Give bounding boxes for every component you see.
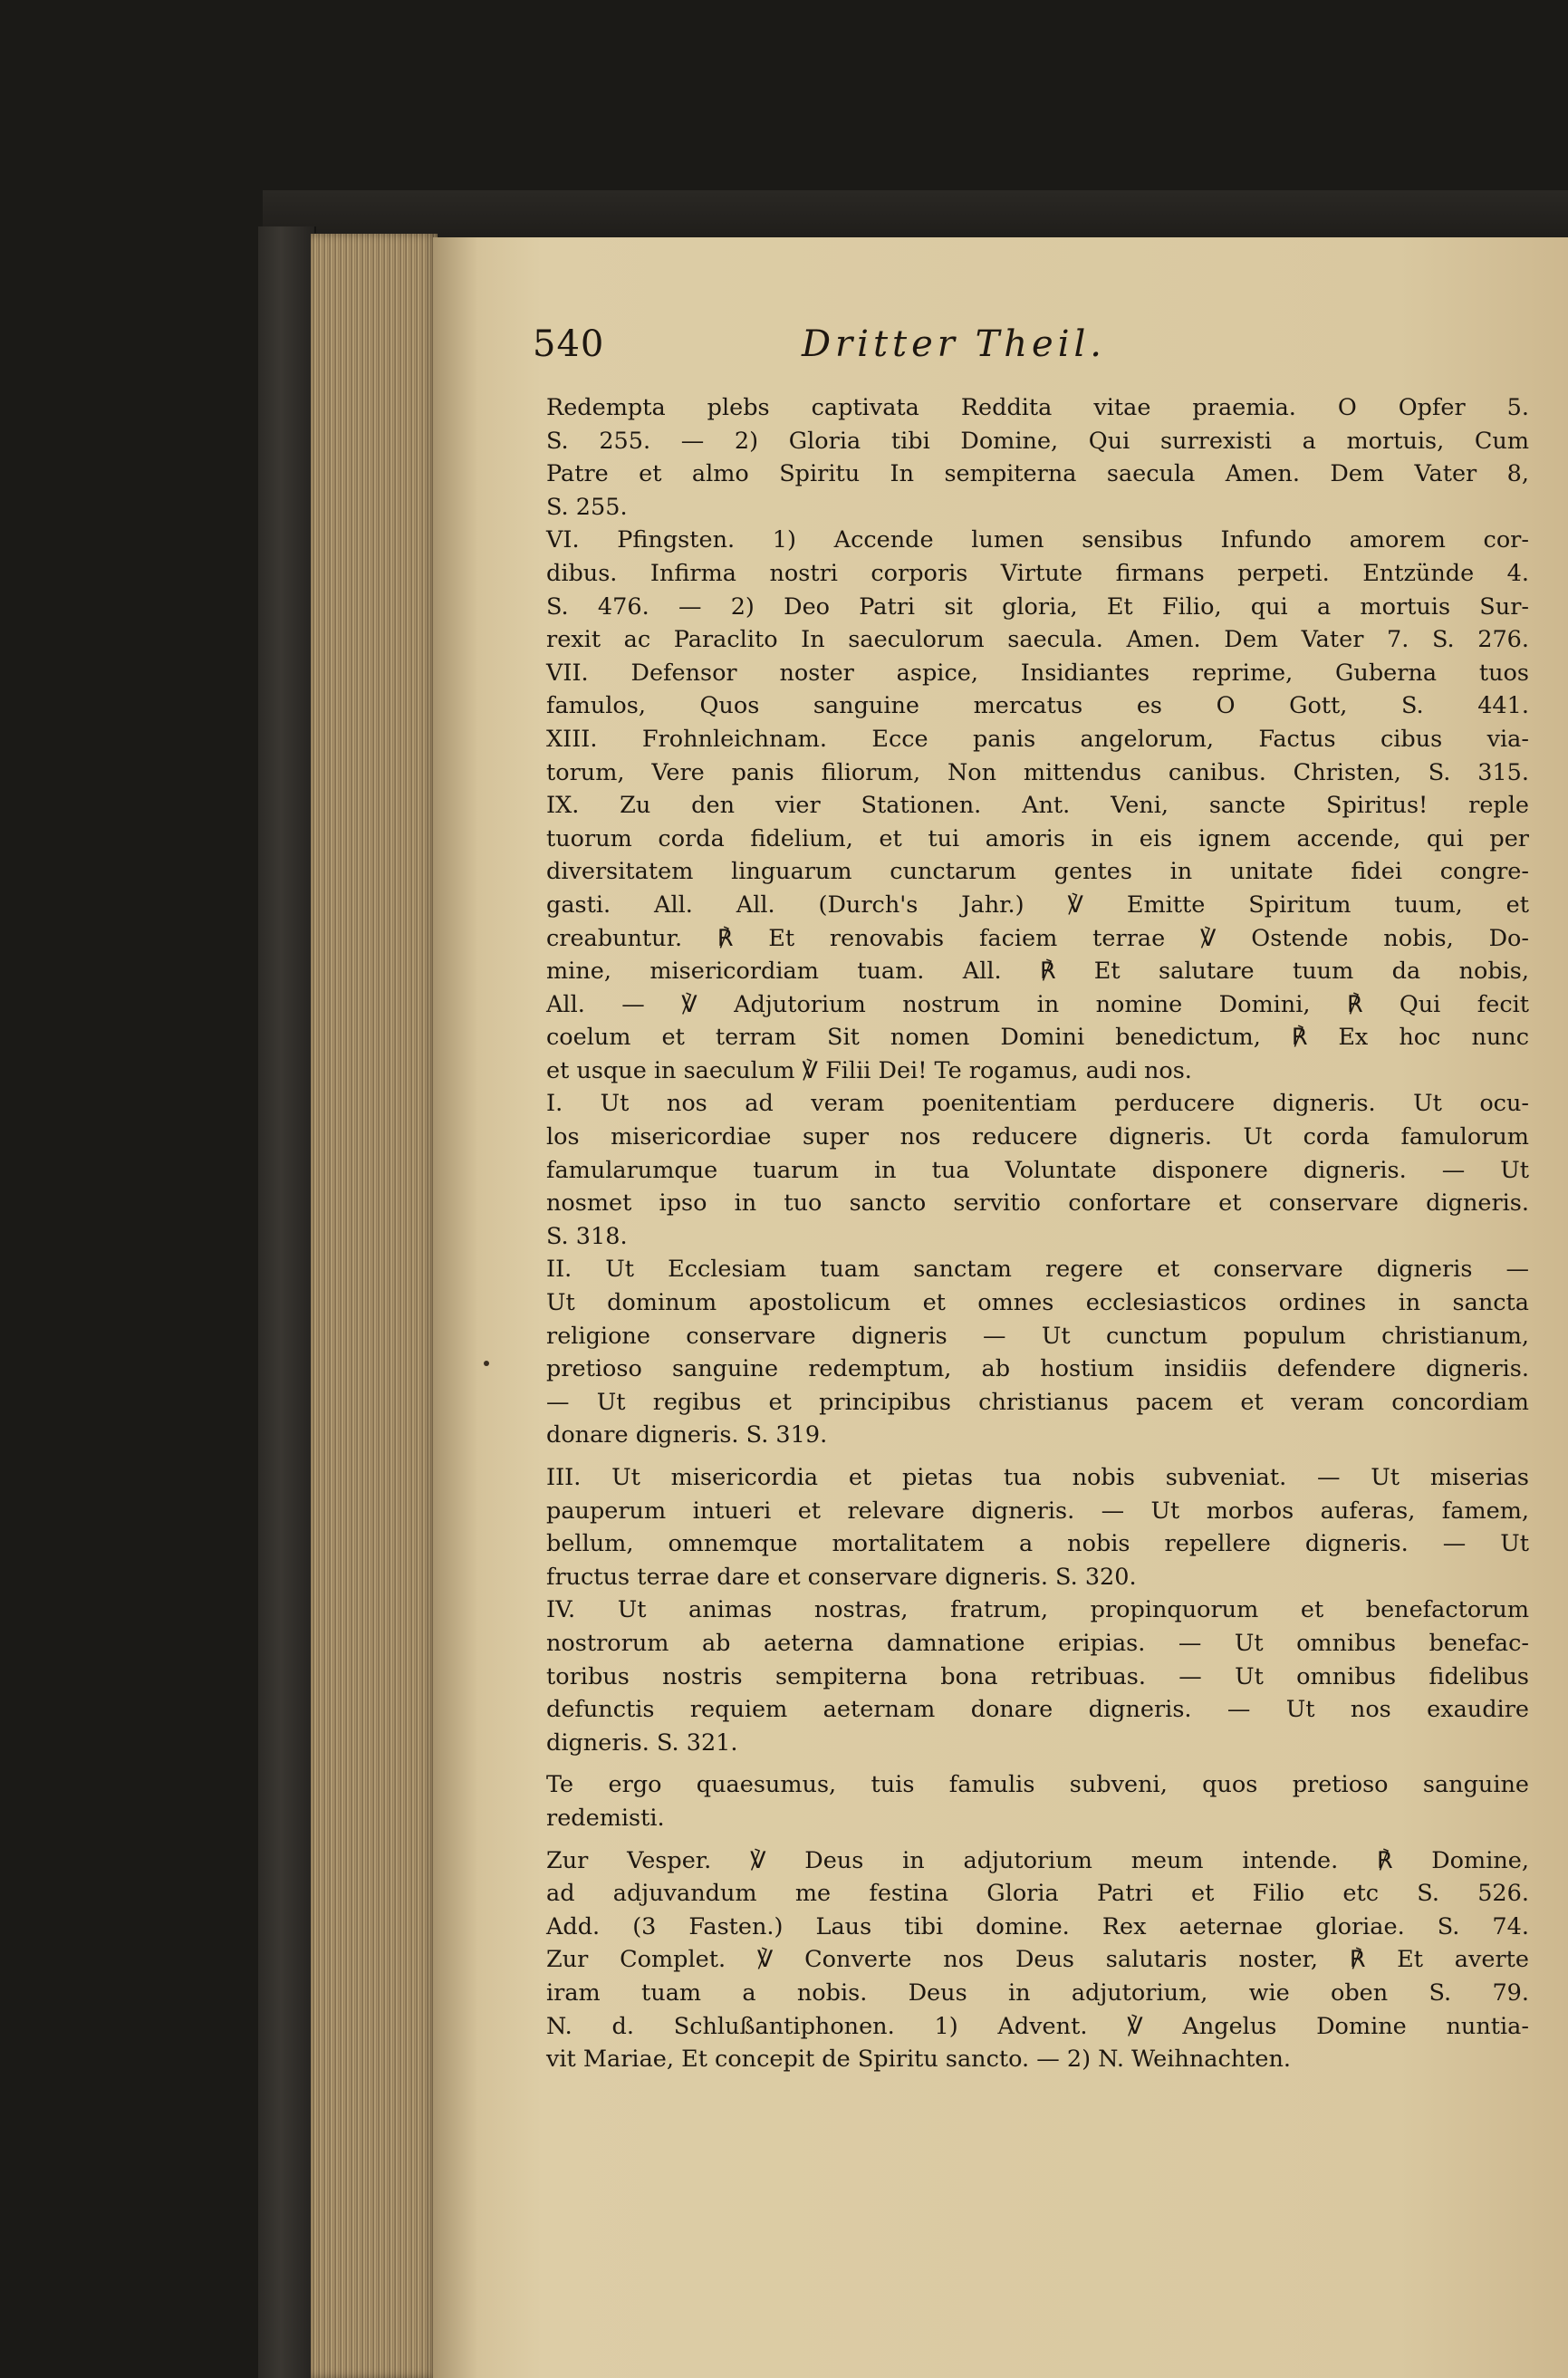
text-line: N. d. Schlußantiphonen. 1) Advent. ℣ Angelus Domine nuntia- bbox=[546, 2012, 1529, 2040]
text-line: II. Ut Ecclesiam tuam sanctam regere et conservare digneris — bbox=[546, 1256, 1529, 1284]
text-line: Ut dominum apostolicum et omnes ecclesiasticos ordines in sancta bbox=[546, 1289, 1529, 1317]
book-page bbox=[433, 237, 1568, 2378]
text-line: dibus. Infirma nostri corporis Virtute firmans perpeti. Entzünde 4. bbox=[546, 559, 1529, 587]
text-line: mine, misericordiam tuam. All. ℟ Et salutare tuum da nobis, bbox=[546, 958, 1529, 986]
text-line: III. Ut misericordia et pietas tua nobis subveniat. — Ut miserias bbox=[546, 1464, 1529, 1491]
text-line: defunctis requiem aeternam donare digneris. — Ut nos exaudire bbox=[546, 1696, 1529, 1724]
text-line: creabuntur. ℟ Et renovabis faciem terrae ℣ Ostende nobis, Do- bbox=[546, 924, 1529, 952]
text-line: VII. Defensor noster aspice, Insidiantes reprime, Guberna tuos bbox=[546, 659, 1529, 687]
text-line: digneris. S. 321. bbox=[546, 1728, 738, 1757]
text-line: Zur Vesper. ℣ Deus in adjutorium meum intende. ℟ Domine, bbox=[546, 1846, 1529, 1874]
text-line: IX. Zu den vier Stationen. Ant. Veni, sancte Spiritus! reple bbox=[546, 792, 1529, 820]
text-line: IV. Ut animas nostras, fratrum, propinquorum et benefactorum bbox=[546, 1596, 1529, 1624]
page-header bbox=[533, 323, 1547, 378]
text-line: Te ergo quaesumus, tuis famulis subveni, quos pretioso sanguine bbox=[546, 1771, 1529, 1799]
ink-mark bbox=[484, 1361, 489, 1366]
text-line: — Ut regibus et principibus christianus pacem et veram concordiam bbox=[546, 1388, 1529, 1416]
text-line: toribus nostris sempiterna bona retribuas. — Ut omnibus fidelibus bbox=[546, 1662, 1529, 1690]
text-line: coelum et terram Sit nomen Domini benedictum, ℟ Ex hoc nunc bbox=[546, 1024, 1529, 1052]
text-line: S. 255. bbox=[546, 493, 628, 521]
text-line: famulos, Quos sanguine mercatus es O Gott, S. 441. bbox=[546, 692, 1529, 720]
text-line: torum, Vere panis filiorum, Non mittendus canibus. Christen, S. 315. bbox=[546, 758, 1529, 786]
text-line: S. 476. — 2) Deo Patri sit gloria, Et Filio, qui a mortuis Sur- bbox=[546, 592, 1529, 621]
text-line: religione conservare digneris — Ut cunctum populum christianum, bbox=[546, 1322, 1529, 1350]
text-line: Patre et almo Spiritu In sempiterna saecula Amen. Dem Vater 8, bbox=[546, 460, 1529, 488]
text-line: tuorum corda fidelium, et tui amoris in eis ignem accende, qui per bbox=[546, 824, 1529, 852]
book-spine bbox=[258, 226, 316, 2378]
text-line: I. Ut nos ad veram poenitentiam perducere digneris. Ut ocu- bbox=[546, 1090, 1529, 1118]
text-line: Zur Complet. ℣ Converte nos Deus salutaris noster, ℟ Et averte bbox=[546, 1946, 1529, 1974]
text-line: XIII. Frohnleichnam. Ecce panis angelorum, Factus cibus via- bbox=[546, 725, 1529, 753]
text-line: iram tuam a nobis. Deus in adjutorium, wie oben S. 79. bbox=[546, 1978, 1529, 2007]
text-line: Redempta plebs captivata Reddita vitae praemia. O Opfer 5. bbox=[546, 394, 1529, 421]
text-line: gasti. All. All. (Durch's Jahr.) ℣ Emitte Spiritum tuum, et bbox=[546, 891, 1529, 919]
page-text bbox=[546, 391, 1529, 2076]
text-line: nosmet ipso in tuo sancto servitio confortare et conservare digneris. bbox=[546, 1189, 1529, 1218]
text-line: diversitatem linguarum cunctarum gentes in unitate fidei congre- bbox=[546, 858, 1529, 886]
text-line: los misericordiae super nos reducere digneris. Ut corda famulorum bbox=[546, 1123, 1529, 1151]
text-line: donare digneris. S. 319. bbox=[546, 1421, 828, 1449]
text-line: redemisti. bbox=[546, 1804, 665, 1832]
text-line: bellum, omnemque mortalitatem a nobis repellere digneris. — Ut bbox=[546, 1530, 1529, 1558]
text-line: famularumque tuarum in tua Voluntate disponere digneris. — Ut bbox=[546, 1156, 1529, 1184]
running-head: Dritter Theil. bbox=[801, 323, 1107, 365]
page-edges bbox=[311, 234, 438, 2378]
text-line: vit Mariae, Et concepit de Spiritu sancto. — 2) N. Weihnachten. bbox=[546, 2046, 1292, 2074]
text-line: pretioso sanguine redemptum, ab hostium insidiis defendere digneris. bbox=[546, 1355, 1529, 1383]
text-line: Add. (3 Fasten.) Laus tibi domine. Rex aeternae gloriae. S. 74. bbox=[546, 1912, 1529, 1940]
book-cover-top bbox=[263, 190, 1568, 245]
text-line: rexit ac Paraclito In saeculorum saecula. Amen. Dem Vater 7. S. 276. bbox=[546, 626, 1529, 654]
text-line: pauperum intueri et relevare digneris. — Ut morbos auferas, famem, bbox=[546, 1497, 1529, 1525]
text-line: S. 318. bbox=[546, 1222, 628, 1250]
text-line: et usque in saeculum ℣ Filii Dei! Te rogamus, audi nos. bbox=[546, 1056, 1192, 1084]
text-line: VI. Pfingsten. 1) Accende lumen sensibus Infundo amorem cor- bbox=[546, 526, 1529, 554]
text-line: fructus terrae dare et conservare digneris. S. 320. bbox=[546, 1563, 1137, 1591]
page-number: 540 bbox=[533, 323, 605, 365]
text-line: All. — ℣ Adjutorium nostrum in nomine Domini, ℟ Qui fecit bbox=[546, 990, 1529, 1018]
text-line: nostrorum ab aeterna damnatione eripias. — Ut omnibus benefac- bbox=[546, 1629, 1529, 1657]
text-line: S. 255. — 2) Gloria tibi Domine, Qui surrexisti a mortuis, Cum bbox=[546, 427, 1529, 455]
text-line: ad adjuvandum me festina Gloria Patri et Filio etc S. 526. bbox=[546, 1880, 1529, 1908]
